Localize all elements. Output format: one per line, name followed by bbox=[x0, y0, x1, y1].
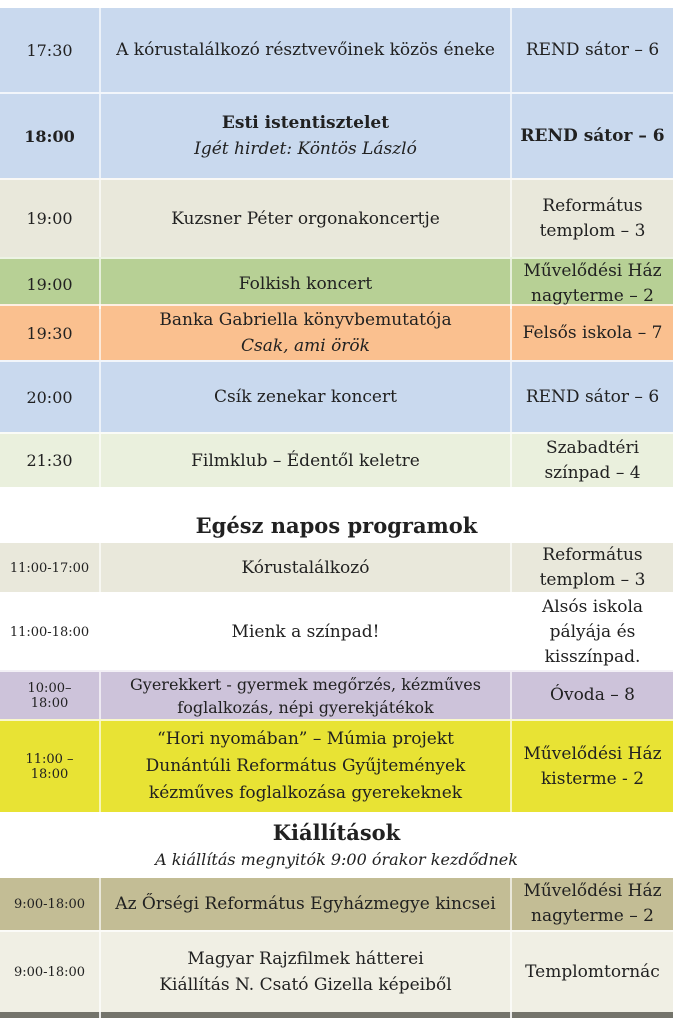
event-title: Magyar Rajzfilmek hátterei bbox=[187, 949, 424, 969]
event-title: Filmklub – Édentől keletre bbox=[191, 450, 420, 471]
section-header-allday bbox=[0, 487, 673, 543]
bottom-edge-segment bbox=[512, 1012, 673, 1018]
event-title: Esti istentisztelet bbox=[221, 113, 390, 133]
table-row bbox=[0, 178, 673, 257]
location-cell: REND sátor – 6 bbox=[525, 386, 660, 407]
event-cell bbox=[101, 180, 512, 257]
time-cell: 20:00 bbox=[0, 362, 101, 432]
event-title-line2: Dunántúli Református Gyűjtemények bbox=[145, 756, 466, 776]
time-cell: 17:30 bbox=[0, 8, 101, 92]
event-cell bbox=[101, 434, 512, 487]
event-title: “Hori nyomában” – Múmia projekt bbox=[157, 729, 454, 749]
location-cell: REND sátor – 6 bbox=[525, 39, 660, 60]
table-row bbox=[0, 360, 673, 432]
location-cell: Alsós iskola pályája és kisszínpad. bbox=[541, 596, 644, 667]
location-cell: Szabadtéri színpad – 4 bbox=[544, 437, 641, 483]
table-bottom-edge bbox=[0, 1012, 673, 1018]
bottom-edge-segment bbox=[0, 1012, 101, 1018]
event-title: Banka Gabriella könyvbemutatója bbox=[159, 310, 452, 330]
event-title: Folkish koncert bbox=[238, 274, 373, 294]
event-subtitle: Igét hirdet: Köntös László bbox=[194, 139, 417, 159]
event-cell bbox=[101, 306, 512, 360]
event-title: Az Őrségi Református Egyházmegye kincsei bbox=[115, 894, 496, 914]
table-row bbox=[0, 304, 673, 360]
time-cell: 10:00– 18:00 bbox=[0, 672, 101, 719]
location-cell: Művelődési Ház kisterme - 2 bbox=[523, 743, 662, 789]
event-cell bbox=[101, 594, 512, 670]
event-cell bbox=[101, 878, 512, 930]
event-title-line3: kézműves foglalkozása gyerekeknek bbox=[148, 783, 463, 803]
location-cell: REND sátor – 6 bbox=[520, 125, 665, 146]
time-cell: 19:00 bbox=[0, 259, 101, 309]
location-cell: Református templom – 3 bbox=[539, 195, 646, 241]
time-cell: 19:30 bbox=[0, 306, 101, 360]
event-cell bbox=[101, 259, 512, 309]
event-cell bbox=[101, 8, 512, 92]
event-title-line2: Kiállítás N. Csató Gizella képeiből bbox=[159, 975, 452, 995]
section-title: Egész napos programok bbox=[195, 513, 478, 538]
event-title: A kórustalálkozó résztvevőinek közös éneke bbox=[116, 40, 495, 60]
table-row bbox=[0, 670, 673, 719]
location-cell: Óvoda – 8 bbox=[550, 685, 635, 705]
table-row bbox=[0, 8, 673, 92]
table-row bbox=[0, 592, 673, 670]
table-row bbox=[0, 543, 673, 592]
event-subtitle: Csak, ami örök bbox=[241, 336, 370, 356]
event-title-line2: foglalkozás, népi gyerekjátékok bbox=[177, 697, 434, 717]
section-note: A kiállítás megnyitók 9:00 órakor kezdődnek bbox=[155, 850, 518, 869]
location-cell: Művelődési Ház nagyterme – 2 bbox=[523, 881, 662, 926]
time-cell: 18:00 bbox=[0, 94, 101, 178]
section-header-exhibitions bbox=[0, 812, 673, 878]
time-cell: 9:00-18:00 bbox=[0, 878, 101, 930]
location-cell: Templomtornác bbox=[525, 961, 660, 982]
event-cell bbox=[101, 543, 512, 593]
program-schedule-table bbox=[0, 8, 673, 1018]
time-cell: 19:00 bbox=[0, 180, 101, 257]
table-row bbox=[0, 878, 673, 930]
section-title: Kiállítások bbox=[272, 820, 401, 845]
table-row bbox=[0, 719, 673, 812]
event-title: Kuzsner Péter orgonakoncertje bbox=[171, 208, 440, 229]
location-cell: Felsős iskola – 7 bbox=[522, 322, 663, 343]
table-row bbox=[0, 257, 673, 304]
event-title: Kórustalálkozó bbox=[241, 558, 370, 578]
event-title: Mienk a színpad! bbox=[231, 622, 380, 642]
event-cell bbox=[101, 94, 512, 178]
event-cell bbox=[101, 672, 512, 719]
table-row bbox=[0, 92, 673, 178]
event-title: Csík zenekar koncert bbox=[214, 387, 397, 407]
event-cell bbox=[101, 362, 512, 432]
time-cell: 11:00 –18:00 bbox=[0, 721, 101, 812]
event-cell bbox=[101, 932, 512, 1012]
time-cell: 21:30 bbox=[0, 434, 101, 487]
time-cell: 11:00-17:00 bbox=[0, 543, 101, 593]
table-row bbox=[0, 432, 673, 487]
location-cell: Református templom – 3 bbox=[539, 545, 646, 590]
time-cell: 11:00-18:00 bbox=[0, 594, 101, 670]
event-cell bbox=[101, 721, 512, 812]
time-cell: 9:00-18:00 bbox=[0, 932, 101, 1012]
location-cell: Művelődési Ház nagyterme – 2 bbox=[523, 261, 662, 306]
table-row bbox=[0, 930, 673, 1012]
bottom-edge-segment bbox=[101, 1012, 512, 1018]
event-title: Gyerekkert - gyermek megőrzés, kézműves bbox=[130, 674, 481, 694]
